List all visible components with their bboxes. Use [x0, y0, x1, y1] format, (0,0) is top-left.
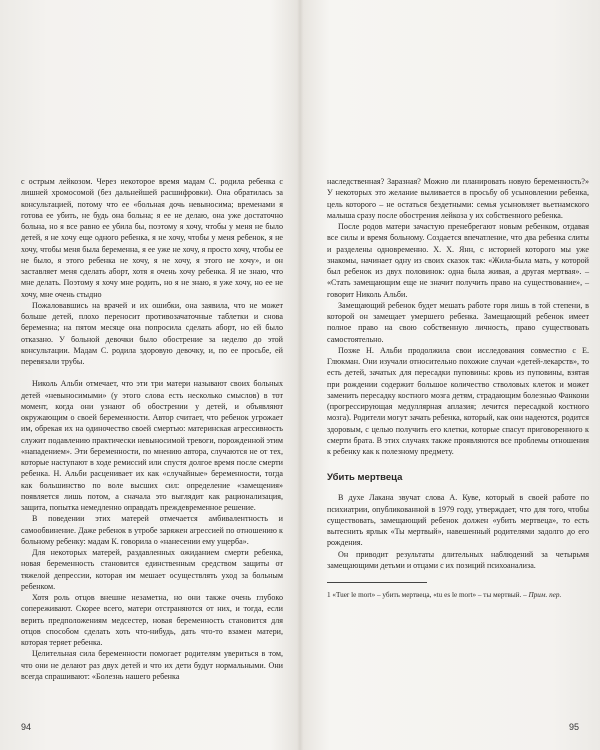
paragraph: В поведении этих матерей отмечается амбивалентность и самообвинение. Даже ребенок в утробе заряжен агрессией по отношению к больному ребенку: мадам К. говорила о «нанесении ему ущерба». — [21, 514, 283, 546]
paragraph: с острым лейкозом. Через некоторое время мадам С. родила ребенка с лишней хромосомой (без дальнейшей расшифровки). Она обратилась за консультацией, потому что ее «больная дочь невыносима; временами я готова ее убить, не будь она больна; я ее не делаю, она уже достаточно больна, но я все равно ее убила бы, поэтому я хочу, чтобы у меня не было детей, я не хочу еще одного ребенка, я не хочу, чтобы у меня ребенок, я не хочу, чтобы меня была беременна, я ее уже не хочу, я просто хочу, чтобы ее не было, я этого ребенка не хочу, я не хочу, я этого не хочу», и он заставляет меня сделать аборт, хотя я очень хочу ребенка. Я не знаю, что мне делать. Поэтому я хочу мне родить, но я не знаю, я уже хочу, но ее не хочу, мне очень стыдно — [21, 177, 283, 299]
footnote — [327, 590, 589, 600]
footnote-text: 1 «Tuer le mort» – убить мертвеца, «tu es le mort» – ты мертвый. – — [327, 591, 527, 599]
footnote-translator-note: Прим. пер. — [528, 591, 562, 599]
right-page — [300, 0, 600, 750]
paragraph: Хотя роль отцов внешне незаметна, но они также очень глубоко сопереживают. Скорее всего, матери отстраняются от них, и тогда, если верить предположениям медсестер, новая беременность становится для отцов способом сделать хоть что-нибудь, дать что-то взамен матери, которая теряет ребенка. — [21, 593, 283, 647]
paragraph: Он приводит результаты длительных наблюдений за четырьмя замещающими детьми и отцами с их позиций психоанализа. — [327, 549, 589, 570]
section-heading: Убить мертвеца — [327, 472, 403, 484]
paragraph: Целительная сила беременности помогает родителям увериться в том, что они не делают раз двух детей и что их дети будут нормальными. Они всегда спрашивают: «Болезнь нашего ребенка — [21, 649, 283, 681]
footnote-rule — [327, 582, 427, 583]
paragraph: наследственная? Заразная? Можно ли планировать новую беременность?» У некоторых это желание выливается в просьбу об усыновлении ребенка, цель которого – не остаться бездетными: семья усыновляет вьетнамского малыша сразу после обострения лейкоза у их собственного ребенка. — [327, 177, 589, 220]
left-page-text — [21, 176, 283, 682]
page-number: 95 — [568, 722, 579, 732]
paragraph: В духе Лакана звучат слова А. Куве, который в своей работе по психиатрии, опубликованной в 1979 году, утверждает, что для того, чтобы существовать, замещающий ребенок должен «убить мертвеца», то есть вытеснить ярлык «Ты мертвый», навешенный родителями задолго до его рождения. — [327, 493, 589, 548]
paragraph: Пожаловавшись на врачей и их ошибки, она заявила, что не может больше детей, плохо переносит противозачаточные таблетки и снова беременна; на пятом месяце она попросила сделать аборт, но ей было отказано. У больной девочки было обострение за неделю до этой консультации. Мадам С. родила здоровую девочку, и, по ее просьбе, ей перевязали трубы. — [21, 300, 283, 366]
paragraph: После родов матери зачастую пренебрегают новым ребенком, отдавая все силы и время больному. Создается впечатление, что два ребенка слиты и разделены одновременно. Х. Х. Янн, с историей которого мы уже знакомы, начинает одну из своих сказок так: «Жила-была мать, у которой был ребенок из двух половинок: одна была живая, а другая мертвая». – «Стать замещающим еще не значит получить право на существование», – говорит Николь Альби. — [327, 222, 589, 299]
paragraph: Позже Н. Альби продолжила свои исследования совместно с Е. Глюкман. Они изучали относительно похожие случаи «детей-лекарств», то есть детей, зачатых для пересадки пуповины: кровь из пуповины, взятая при рождении содержит большое количество стволовых клеток и может заменить пересадку костного мозга детям, страдающим болезнью Фанкони (прогрессирующая медуллярная аплазия; лечится пересадкой костного мозга). Родители могут зачать ребенка, который, как они надеются, родится здоровым, с целью получить его клетки, которые спасут приговоренного к смерти брата. В этих случаях также проявляются все проблемы отношения к ребенку как к полезному предмету. — [327, 345, 589, 456]
paragraph: Николь Альби отмечает, что эти три матери называют своих больных детей «невыносимыми» (у этого слова есть несколько смыслов) в тот момент, когда они узнают об обострении у детей, и объявляют окружающим о своей беременности. Автор считает, что ребенок угрожает им, обрекая их на одиночество своей смертью: материнская агрессивность служит подавлению практически невыносимой тревоги, порожденной этим «нападением». Эти беременности, по мнению автора, случаются не от тех, которые наступают в ходе ремиссий или спустя долгое время после смерти ребенка. Н. Альби расценивает их как «случайные» беременности, тогда как большинство по воле высших сил: определение «замещения» появляется лишь потом, а сначала это выглядит как рационализация, защита, попытка немедленно оправдать преждевременное решение. — [21, 379, 283, 512]
paragraph: Замещающий ребенок будет мешать работе горя лишь в той степени, в которой он замещает умершего ребенка. Замещающий ребенок имеет полное право на свою собственную личность, право существовать самостоятельно. — [327, 300, 589, 344]
paragraph: Для некоторых матерей, раздавленных ожиданием смерти ребенка, новая беременность становится единственным средством защиты от тяжелой депрессии, которая им мешает осуществлять уход за больным ребенком. — [21, 548, 283, 591]
right-page-text — [327, 176, 589, 600]
page-number: 94 — [21, 722, 32, 732]
